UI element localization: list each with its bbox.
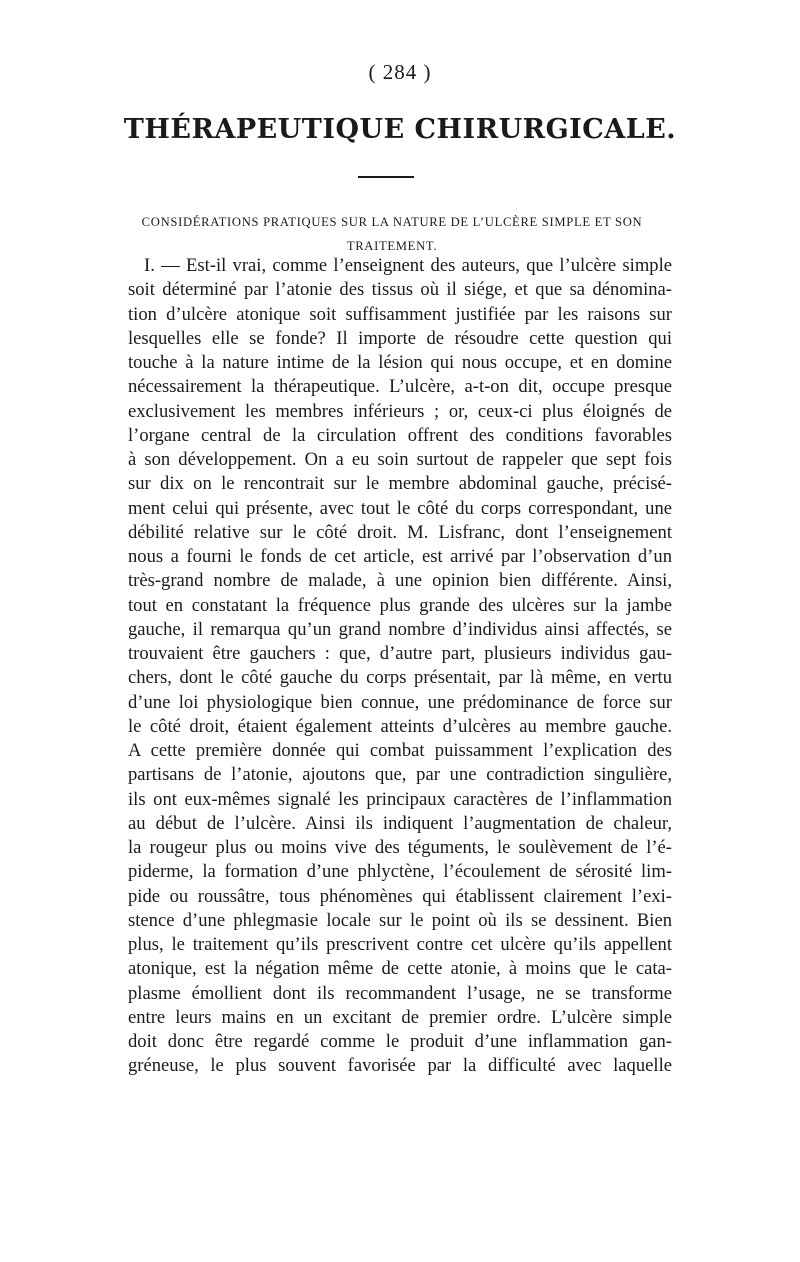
text-line: chers, dont le côté gauche du corps présentait, par là même, en vertu	[128, 667, 672, 689]
text-line: au début de l’ulcère. Ainsi ils indiquent l’augmentation de chaleur,	[128, 812, 672, 834]
text-line: atonique, est la négation même de cette atonie, à moins que le cata-	[128, 958, 672, 980]
text-line: pide ou roussâtre, tous phénomènes qui établissent clairement l’exi-	[128, 885, 672, 907]
text-line: tout en constatant la fréquence plus grande des ulcères sur la jambe	[128, 594, 672, 616]
text-line: trouvaient être gauchers : que, d’autre part, plusieurs individus gau-	[128, 643, 672, 664]
text-line: I. — Est-il vrai, comme l’enseignent des auteurs, que l’ulcère simple	[144, 255, 672, 276]
text-line: piderme, la formation d’une phlyctène, l’écoulement de sérosité lim-	[128, 861, 672, 883]
text-line: l’organe central de la circulation offrent des conditions favorables	[128, 424, 672, 446]
text-line: doit donc être regardé comme le produit d’une inflammation gan-	[128, 1031, 672, 1052]
text-line: A cette première donnée qui combat puissamment l’explication des	[128, 740, 672, 761]
text-line: entre leurs mains en un excitant de premier ordre. L’ulcère simple	[128, 1006, 672, 1028]
section-heading	[112, 210, 672, 258]
text-line: tion d’ulcère atonique soit suffisamment justifiée par les raisons sur	[128, 303, 672, 325]
text-line: le côté droit, étaient également atteints d’ulcères au membre gauche.	[128, 715, 672, 737]
text-line: débilité relative sur le côté droit. M. Lisfranc, dont l’enseignement	[128, 521, 672, 543]
section-heading-line: CONSIDÉRATIONS PRATIQUES SUR LA NATURE DE L’ULCÈRE SIMPLE ET SON	[141, 215, 643, 229]
text-line: ils ont eux-mêmes signalé les principaux caractères de l’inflammation	[128, 788, 672, 810]
text-line: partisans de l’atonie, ajoutons que, par une contradiction singulière,	[128, 764, 672, 786]
text-line: à son développement. On a eu soin surtout de rappeler que sept fois	[128, 449, 672, 470]
page-title: THÉRAPEUTIQUE CHIRURGICALE.	[123, 114, 677, 145]
body-paragraph	[128, 254, 672, 1079]
text-line: soit déterminé par l’atonie des tissus où il siége, et que sa dénomina-	[128, 279, 672, 301]
text-line: très-grand nombre de malade, à une opinion bien différente. Ainsi,	[128, 570, 672, 592]
text-line: touche à la nature intime de la lésion qui nous occupe, et en domine	[128, 352, 672, 373]
text-line: sur dix on le rencontrait sur le membre abdominal gauche, précisé-	[128, 473, 672, 495]
text-line: plasme émollient dont ils recommandent l’usage, ne se transforme	[128, 982, 672, 1004]
text-line: plus, le traitement qu’ils prescrivent contre cet ulcère qu’ils appellent	[128, 934, 672, 955]
title-divider	[358, 176, 414, 178]
text-line: stence d’une phlegmasie locale sur le point où ils se dessinent. Bien	[128, 909, 672, 931]
page-number: ( 284 )	[368, 60, 432, 84]
text-line: nécessairement la thérapeutique. L’ulcère, a-t-on dit, occupe presque	[128, 376, 672, 398]
text-line: la rougeur plus ou moins vive des téguments, le soulèvement de l’é-	[128, 837, 672, 858]
text-line: exclusivement les membres inférieurs ; or, ceux-ci plus éloignés de	[128, 400, 672, 422]
text-line: d’une loi physiologique bien connue, une prédominance de force sur	[128, 691, 672, 713]
section-heading-line: TRAITEMENT.	[346, 239, 438, 253]
text-line: gréneuse, le plus souvent favorisée par la difficulté avec laquelle	[128, 1055, 672, 1077]
text-line: nous a fourni le fonds de cet article, est arrivé par l’observation d’un	[128, 546, 672, 567]
text-line: gauche, il remarqua qu’un grand nombre d’individus ainsi affectés, se	[128, 618, 672, 640]
text-line: lesquelles elle se fonde? Il importe de résoudre cette question qui	[128, 327, 672, 349]
text-line: ment celui qui présente, avec tout le côté du corps correspondant, une	[128, 497, 672, 519]
